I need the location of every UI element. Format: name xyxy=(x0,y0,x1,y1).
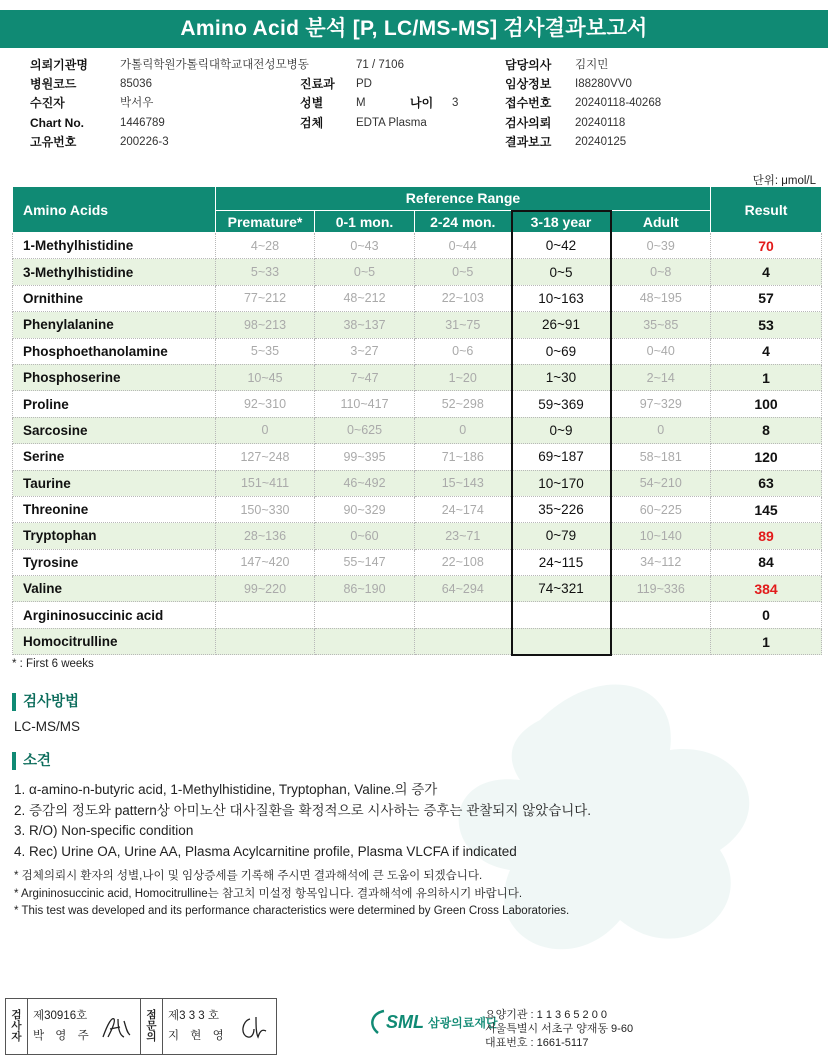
org-address xyxy=(485,1008,633,1050)
ref-premature: 4~28 xyxy=(216,233,315,259)
ref-0-1-mon: 0~43 xyxy=(315,233,415,259)
table-row xyxy=(13,549,822,575)
table-row xyxy=(13,628,822,654)
tester-label-char: 사 xyxy=(11,1020,22,1032)
result-value: 4 xyxy=(711,338,822,364)
info-value: 20240125 xyxy=(575,135,627,148)
table-row xyxy=(13,417,822,443)
ref-2-24-mon: 22~103 xyxy=(415,285,512,311)
reviewer-label-char: 의 xyxy=(146,1031,157,1043)
info-value: 김지민 xyxy=(575,59,609,71)
info-value: 박서우 xyxy=(120,97,154,110)
address-line: 대표번호 : 1661-5117 xyxy=(485,1037,589,1049)
header-2-24-mon: 2-24 mon. xyxy=(415,211,512,233)
table-row xyxy=(13,444,822,470)
ref-adult: 48~195 xyxy=(611,285,711,311)
reviewer-code: 제3 3 3 호 xyxy=(168,1010,219,1022)
ref-premature: 127~248 xyxy=(216,444,315,470)
info-row xyxy=(30,56,309,75)
amino-acid-name: Serine xyxy=(13,444,216,470)
result-value: 70 xyxy=(711,233,822,259)
header-premature: Premature* xyxy=(216,211,315,233)
ref-2-24-mon: 0~6 xyxy=(415,338,512,364)
result-value: 89 xyxy=(711,523,822,549)
patient-info-column-2 xyxy=(300,56,458,133)
amino-acid-name: Sarcosine xyxy=(13,417,216,443)
table-row xyxy=(13,391,822,417)
reviewer-label-char: 점 xyxy=(146,1009,157,1021)
amino-acid-name: Proline xyxy=(13,391,216,417)
header-adult: Adult xyxy=(611,211,711,233)
ref-3-18-year: 10~170 xyxy=(512,470,611,496)
reviewer-name: 지 현 영 xyxy=(168,1030,228,1042)
section-title-findings: 소견 xyxy=(12,752,51,770)
amino-acid-name: Phosphoethanolamine xyxy=(13,338,216,364)
info-row xyxy=(30,94,309,113)
result-value: 120 xyxy=(711,444,822,470)
ref-adult: 0~8 xyxy=(611,259,711,285)
info-value: 1446789 xyxy=(120,116,165,129)
result-value: 1 xyxy=(711,628,822,654)
org-logo xyxy=(364,1007,498,1037)
info-label: 수진자 xyxy=(30,96,65,111)
ref-2-24-mon: 71~186 xyxy=(415,444,512,470)
result-value: 84 xyxy=(711,549,822,575)
ref-0-1-mon: 90~329 xyxy=(315,496,415,522)
ref-premature: 151~411 xyxy=(216,470,315,496)
table-row xyxy=(13,364,822,390)
ref-adult: 60~225 xyxy=(611,496,711,522)
amino-acid-name: Phenylalanine xyxy=(13,312,216,338)
section-title-method: 검사방법 xyxy=(12,693,79,711)
finding-item: 3. R/O) Non-specific condition xyxy=(14,823,194,838)
info-label: 결과보고 xyxy=(505,134,552,149)
signature-box xyxy=(5,998,277,1055)
info-label: 검사의뢰 xyxy=(505,115,552,130)
ref-2-24-mon: 0 xyxy=(415,417,512,443)
ref-0-1-mon: 55~147 xyxy=(315,549,415,575)
ref-adult xyxy=(611,602,711,628)
ref-3-18-year: 0~79 xyxy=(512,523,611,549)
result-value: 1 xyxy=(711,364,822,390)
ref-premature: 92~310 xyxy=(216,391,315,417)
ref-3-18-year: 24~115 xyxy=(512,549,611,575)
ref-0-1-mon: 48~212 xyxy=(315,285,415,311)
ref-2-24-mon: 22~108 xyxy=(415,549,512,575)
ref-0-1-mon: 86~190 xyxy=(315,576,415,602)
ref-3-18-year: 0~5 xyxy=(512,259,611,285)
header-3-18-year: 3-18 year xyxy=(512,211,611,233)
info-row xyxy=(300,56,458,75)
info-row xyxy=(505,114,661,133)
info-value: I88280VV0 xyxy=(575,78,632,91)
info-row xyxy=(505,56,661,75)
info-row xyxy=(300,94,458,113)
ref-premature: 0 xyxy=(216,417,315,443)
ref-3-18-year xyxy=(512,602,611,628)
ref-3-18-year: 1~30 xyxy=(512,364,611,390)
amino-acid-name: Argininosuccinic acid xyxy=(13,602,216,628)
ref-3-18-year: 35~226 xyxy=(512,496,611,522)
findings-list xyxy=(14,780,591,862)
ref-adult: 54~210 xyxy=(611,470,711,496)
header-0-1-mon: 0-1 mon. xyxy=(315,211,415,233)
table-footnote: * : First 6 weeks xyxy=(12,658,94,670)
ref-adult: 34~112 xyxy=(611,549,711,575)
ref-2-24-mon: 64~294 xyxy=(415,576,512,602)
ref-adult: 58~181 xyxy=(611,444,711,470)
report-title: Amino Acid 분석 [P, LC/MS-MS] 검사결과보고서 xyxy=(0,10,828,48)
ref-premature xyxy=(216,628,315,654)
info-row xyxy=(505,75,661,94)
info-label: 고유번호 xyxy=(30,134,77,149)
ref-3-18-year: 59~369 xyxy=(512,391,611,417)
header-amino-acids: Amino Acids xyxy=(13,187,216,233)
ref-0-1-mon xyxy=(315,602,415,628)
result-value: 57 xyxy=(711,285,822,311)
ref-0-1-mon xyxy=(315,628,415,654)
result-value: 53 xyxy=(711,312,822,338)
ref-3-18-year: 0~69 xyxy=(512,338,611,364)
info-label: 의뢰기관명 xyxy=(30,58,88,72)
info-row xyxy=(300,75,458,94)
ref-2-24-mon: 1~20 xyxy=(415,364,512,390)
address-line: 요양기관 : 1 1 3 6 5 2 0 0 xyxy=(485,1009,608,1021)
logo-mark: SML xyxy=(386,1011,424,1032)
ref-2-24-mon: 23~71 xyxy=(415,523,512,549)
ref-premature: 28~136 xyxy=(216,523,315,549)
ref-adult: 2~14 xyxy=(611,364,711,390)
table-row xyxy=(13,602,822,628)
info-row xyxy=(30,133,309,152)
header-result: Result xyxy=(711,187,822,233)
table-body xyxy=(13,233,822,655)
note-item: * This test was developed and its performance characteristics were determined by Green Cross Laboratories. xyxy=(14,905,570,917)
finding-item: 4. Rec) Urine OA, Urine AA, Plasma Acylcarnitine profile, Plasma VLCFA if indicated xyxy=(14,843,517,859)
ref-premature xyxy=(216,602,315,628)
header-reference-range: Reference Range xyxy=(216,187,711,211)
method-text: LC-MS/MS xyxy=(14,719,81,734)
ref-3-18-year: 26~91 xyxy=(512,312,611,338)
ref-0-1-mon: 0~625 xyxy=(315,417,415,443)
ref-adult xyxy=(611,628,711,654)
reviewer-signature-icon xyxy=(236,1013,270,1043)
logo-arc-icon xyxy=(364,1007,386,1037)
ref-3-18-year: 69~187 xyxy=(512,444,611,470)
ref-premature: 77~212 xyxy=(216,285,315,311)
ref-3-18-year: 0~9 xyxy=(512,417,611,443)
ref-3-18-year: 74~321 xyxy=(512,576,611,602)
amino-acid-name: Valine xyxy=(13,576,216,602)
info-value: 20240118-40268 xyxy=(575,97,662,110)
reviewer-label xyxy=(141,999,163,1054)
ref-premature: 147~420 xyxy=(216,549,315,575)
amino-acid-name: Homocitrulline xyxy=(13,628,216,654)
info-label xyxy=(300,56,356,75)
reviewer-cell xyxy=(163,999,276,1054)
amino-acid-name: Tyrosine xyxy=(13,549,216,575)
sex-label: 성별 xyxy=(300,96,324,111)
ref-2-24-mon: 0~44 xyxy=(415,233,512,259)
ref-0-1-mon: 99~395 xyxy=(315,444,415,470)
tester-label-char: 검 xyxy=(11,1009,22,1021)
table-row xyxy=(13,285,822,311)
table-row xyxy=(13,496,822,522)
finding-item: 2. 증감의 정도와 pattern상 아미노산 대사질환을 확정적으로 시사하는 증후는 관찰되지 않았습니다. xyxy=(14,802,592,818)
ref-2-24-mon xyxy=(415,602,512,628)
info-row xyxy=(30,75,309,94)
amino-acid-name: Taurine xyxy=(13,470,216,496)
ref-3-18-year xyxy=(512,628,611,654)
table-row xyxy=(13,259,822,285)
result-value: 384 xyxy=(711,576,822,602)
tester-label-char: 자 xyxy=(11,1031,22,1043)
amino-acid-name: 1-Methylhistidine xyxy=(13,233,216,259)
age-value: 3 xyxy=(452,97,459,110)
ref-adult: 119~336 xyxy=(611,576,711,602)
result-value: 145 xyxy=(711,496,822,522)
ref-premature: 150~330 xyxy=(216,496,315,522)
ref-premature: 98~213 xyxy=(216,312,315,338)
notes-list xyxy=(14,868,569,921)
ref-3-18-year: 0~42 xyxy=(512,233,611,259)
info-label: 병원코드 xyxy=(30,77,77,92)
logo-org-name: 삼광의료재단 xyxy=(428,1015,498,1030)
ref-0-1-mon: 3~27 xyxy=(315,338,415,364)
info-value: 가톨릭학원가톨릭대학교대전성모병동 xyxy=(120,59,309,71)
ref-0-1-mon: 7~47 xyxy=(315,364,415,390)
result-value: 0 xyxy=(711,602,822,628)
info-label: 접수번호 xyxy=(505,96,552,111)
note-item: * Argininosuccinic acid, Homocitrulline는 참고치 미설정 항목입니다. 결과해석에 유의하시기 바랍니다. xyxy=(14,887,523,900)
info-value: 85036 xyxy=(120,78,152,91)
note-item: * 검체의뢰시 환자의 성별,나이 및 임상증세를 기록해 주시면 결과해석에 큰 도움이 되겠습니다. xyxy=(14,870,483,882)
table-row xyxy=(13,312,822,338)
specimen-value: EDTA Plasma xyxy=(356,116,427,129)
tester-label xyxy=(6,999,28,1054)
ref-premature: 5~35 xyxy=(216,338,315,364)
result-value: 8 xyxy=(711,417,822,443)
tester-signature-icon xyxy=(100,1013,134,1043)
table-row xyxy=(13,523,822,549)
ref-premature: 10~45 xyxy=(216,364,315,390)
address-line: 서울특별시 서초구 양재동 9-60 xyxy=(485,1023,634,1035)
result-value: 4 xyxy=(711,259,822,285)
result-value: 63 xyxy=(711,470,822,496)
ref-premature: 99~220 xyxy=(216,576,315,602)
reviewer-label-char: 문 xyxy=(146,1020,157,1032)
info-value: 20240118 xyxy=(575,116,626,129)
patient-info-column-3 xyxy=(505,56,661,152)
ref-2-24-mon xyxy=(415,628,512,654)
ref-adult: 35~85 xyxy=(611,312,711,338)
ref-0-1-mon: 110~417 xyxy=(315,391,415,417)
ref-premature: 5~33 xyxy=(216,259,315,285)
ward-value: 71 / 7106 xyxy=(356,59,404,71)
info-row xyxy=(505,133,661,152)
amino-acid-name: 3-Methylhistidine xyxy=(13,259,216,285)
info-row xyxy=(505,94,661,113)
ref-adult: 10~140 xyxy=(611,523,711,549)
dept-label: 진료과 xyxy=(300,77,335,92)
info-row xyxy=(30,114,309,133)
patient-info-column-1 xyxy=(30,56,309,152)
ref-3-18-year: 10~163 xyxy=(512,285,611,311)
tester-cell xyxy=(28,999,141,1054)
specimen-label: 검체 xyxy=(300,115,324,130)
ref-adult: 97~329 xyxy=(611,391,711,417)
amino-acid-name: Phosphoserine xyxy=(13,364,216,390)
age-label: 나이 xyxy=(410,96,434,111)
ref-adult: 0~40 xyxy=(611,338,711,364)
ref-adult: 0 xyxy=(611,417,711,443)
table-row xyxy=(13,338,822,364)
dept-value: PD xyxy=(356,78,372,91)
amino-acid-name: Threonine xyxy=(13,496,216,522)
ref-0-1-mon: 0~60 xyxy=(315,523,415,549)
info-label: 임상정보 xyxy=(505,77,552,92)
tester-name: 박 영 주 xyxy=(33,1030,93,1042)
ref-adult: 0~39 xyxy=(611,233,711,259)
table-row xyxy=(13,470,822,496)
info-value: 200226-3 xyxy=(120,135,169,148)
tester-code: 제30916호 xyxy=(33,1010,88,1022)
info-label: 담당의사 xyxy=(505,58,552,72)
amino-acid-name: Tryptophan xyxy=(13,523,216,549)
info-label: Chart No. xyxy=(30,115,84,130)
ref-2-24-mon: 0~5 xyxy=(415,259,512,285)
ref-2-24-mon: 24~174 xyxy=(415,496,512,522)
ref-0-1-mon: 0~5 xyxy=(315,259,415,285)
ref-2-24-mon: 15~143 xyxy=(415,470,512,496)
ref-0-1-mon: 46~492 xyxy=(315,470,415,496)
table-row xyxy=(13,233,822,259)
table-row xyxy=(13,576,822,602)
result-value: 100 xyxy=(711,391,822,417)
amino-acid-name: Ornithine xyxy=(13,285,216,311)
amino-acid-results-table xyxy=(12,186,822,656)
ref-0-1-mon: 38~137 xyxy=(315,312,415,338)
sex-value: M xyxy=(356,97,366,110)
unit-label: 단위: μmol/L xyxy=(752,175,816,187)
ref-2-24-mon: 52~298 xyxy=(415,391,512,417)
info-row xyxy=(300,114,458,133)
finding-item: 1. α-amino-n-butyric acid, 1-Methylhistidine, Tryptophan, Valine.의 증가 xyxy=(14,782,438,797)
ref-2-24-mon: 31~75 xyxy=(415,312,512,338)
